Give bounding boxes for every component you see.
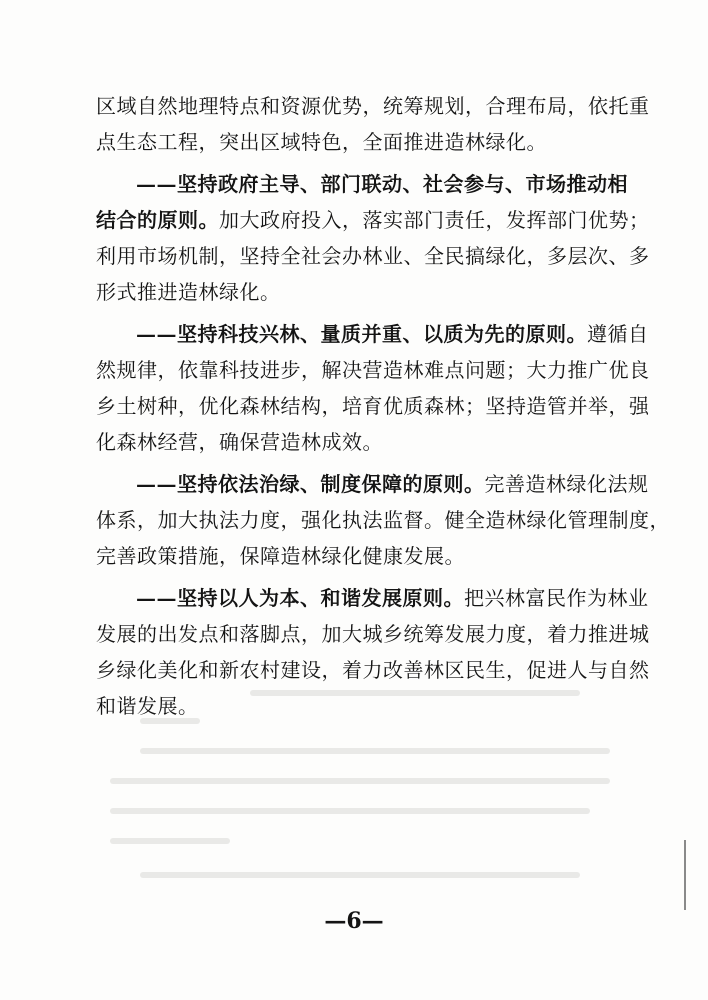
text-line: 发展的出发点和落脚点，加大城乡统筹发展力度，着力推进城 (96, 622, 650, 646)
bleed-through-mark (140, 748, 610, 754)
principle-body: 完善造林绿化法规 (484, 472, 649, 496)
principle-body: 把兴林富民作为林业 (464, 586, 649, 610)
principle-heading-line (136, 470, 649, 498)
principle-heading-line (136, 170, 628, 198)
principle-heading: ——坚持以人为本、和谐发展原则。 (136, 586, 464, 610)
page-number: —6— (324, 908, 384, 934)
text-line: 体系，加大执法力度，强化执法监督。健全造林绿化管理制度， (96, 508, 670, 532)
bleed-through-mark (110, 838, 230, 844)
principle-heading-line (136, 320, 649, 348)
scan-edge-line (684, 840, 686, 910)
text-line: 利用市场机制，坚持全社会办林业、全民搞绿化，多层次、多 (96, 244, 650, 268)
text-line: 化森林经营，确保营造林成效。 (96, 430, 383, 454)
bleed-through-mark (140, 872, 580, 878)
principle-heading-line (136, 584, 649, 612)
text-line: 区域自然地理特点和资源优势，统筹规划，合理布局，依托重 (96, 94, 650, 118)
principle-heading: ——坚持科技兴林、量质并重、以质为先的原则。 (136, 322, 587, 346)
text-line (96, 206, 650, 234)
bleed-through-mark (110, 808, 590, 814)
text-line: 然规律，依靠科技进步，解决营造林难点问题；大力推广优良 (96, 358, 650, 382)
text-line: 和谐发展。 (96, 694, 199, 718)
text-line: 乡土树种，优化森林结构，培育优质森林；坚持造管并举，强 (96, 394, 650, 418)
principle-heading: ——坚持政府主导、部门联动、社会参与、市场推动相 (136, 172, 628, 196)
principle-body: 加大政府投入，落实部门责任，发挥部门优势； (219, 208, 650, 232)
text-line: 点生态工程，突出区域特色，全面推进造林绿化。 (96, 130, 547, 154)
text-line: 完善政策措施，保障造林绿化健康发展。 (96, 544, 465, 568)
text-line: 形式推进造林绿化。 (96, 280, 281, 304)
bleed-through-mark (140, 718, 200, 724)
principle-heading: 结合的原则。 (96, 208, 219, 232)
principle-body: 遵循自 (587, 322, 649, 346)
principle-heading: ——坚持依法治绿、制度保障的原则。 (136, 472, 485, 496)
bleed-through-mark (250, 690, 580, 696)
bleed-through-mark (110, 778, 610, 784)
text-line: 乡绿化美化和新农村建设，着力改善林区民生，促进人与自然 (96, 658, 650, 682)
